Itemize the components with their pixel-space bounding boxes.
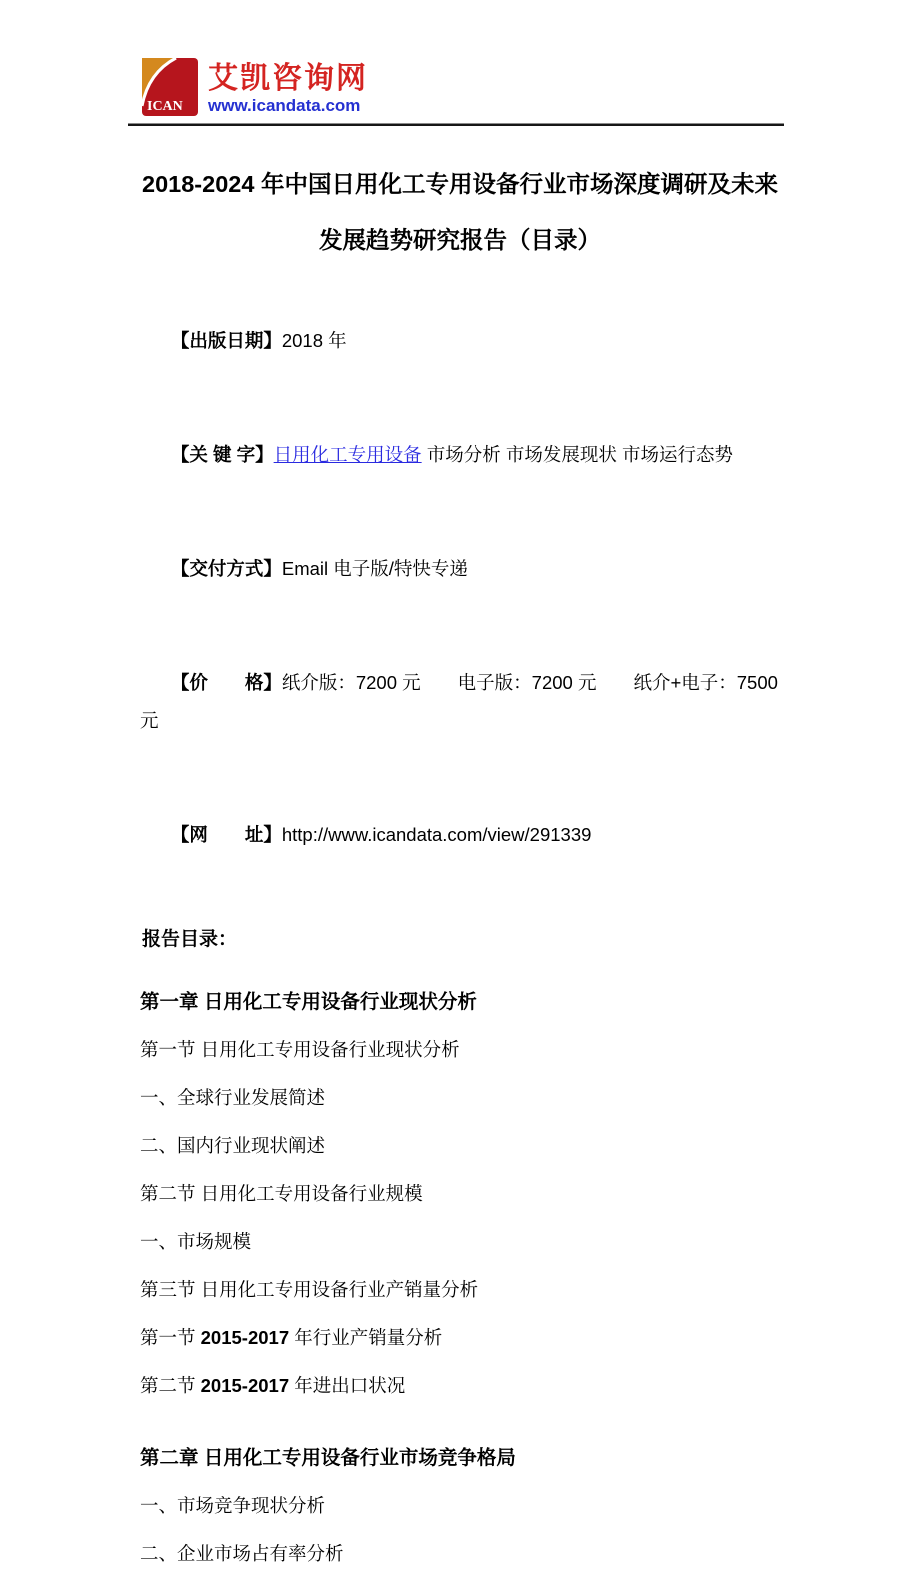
toc-text-post: 年进出口状况 — [289, 1375, 406, 1396]
report-title — [130, 156, 790, 268]
toc-heading: 报告目录： — [142, 929, 238, 950]
toc-item: 二、国内行业现状阐述 — [140, 1135, 326, 1156]
info-label: 【关 键 字】 — [170, 444, 274, 465]
logo-site-url: www.icandata.com — [208, 96, 361, 115]
toc-section: 第三节 日用化工专用设备行业产销量分析 — [140, 1279, 479, 1300]
toc-section: 第一节 日用化工专用设备行业现状分析 — [140, 1039, 460, 1060]
keyword-link[interactable]: 日用化工专用设备 — [273, 444, 422, 465]
toc-section: 第二节 日用化工专用设备行业规模 — [140, 1183, 423, 1204]
toc-item: 一、市场规模 — [140, 1231, 252, 1252]
report-meta — [140, 284, 790, 892]
toc-text-post: 年行业产销量分析 — [289, 1327, 443, 1348]
meta-publish-date — [140, 284, 790, 398]
info-value: Email 电子版/特快专递 — [281, 558, 468, 579]
toc-chapter-2: 第二章 日用化工专用设备行业市场竞争格局 — [140, 1447, 516, 1469]
toc-year-range: 2015-2017 — [200, 1327, 290, 1348]
ican-logo-text: ICAN — [147, 99, 183, 114]
ican-logo-icon — [142, 58, 198, 116]
toc-section — [140, 1314, 790, 1362]
meta-url — [140, 778, 790, 892]
toc-section — [140, 1362, 790, 1410]
report-title-line1: 2018-2024 年中国日用化工专用设备行业市场深度调研及未来 — [142, 171, 778, 197]
toc-list — [140, 978, 790, 1578]
report-title-line2: 发展趋势研究报告（目录） — [319, 227, 601, 253]
info-label: 【出版日期】 — [170, 330, 282, 351]
info-value: http://www.icandata.com/view/291339 — [281, 824, 592, 845]
meta-price — [140, 626, 790, 778]
toc-item: 一、全球行业发展简述 — [140, 1087, 326, 1108]
header-divider — [128, 123, 784, 126]
meta-keywords — [140, 398, 790, 512]
site-logo[interactable] — [142, 56, 920, 116]
toc-item: 一、市场竞争现状分析 — [140, 1495, 326, 1516]
toc-text-pre: 第二节 — [140, 1375, 201, 1396]
toc-item: 二、企业市场占有率分析 — [140, 1543, 344, 1564]
info-value: 2018 年 — [281, 330, 347, 351]
meta-delivery — [140, 512, 790, 626]
info-value: 市场分析 市场发展现状 市场运行态势 — [421, 444, 734, 465]
info-label: 【网 址】 — [170, 824, 282, 845]
toc-year-range: 2015-2017 — [200, 1375, 290, 1396]
logo-site-name: 艾凯咨询网 — [208, 62, 368, 95]
info-value: 纸介版：7200 元 电子版：7200 元 纸介+电子：7500 元 — [140, 672, 784, 731]
toc-text-pre: 第一节 — [140, 1327, 201, 1348]
info-label: 【交付方式】 — [170, 558, 282, 579]
toc-chapter-1: 第一章 日用化工专用设备行业现状分析 — [140, 991, 477, 1013]
info-label: 【价 格】 — [170, 672, 282, 693]
logo-text-block — [208, 63, 368, 116]
